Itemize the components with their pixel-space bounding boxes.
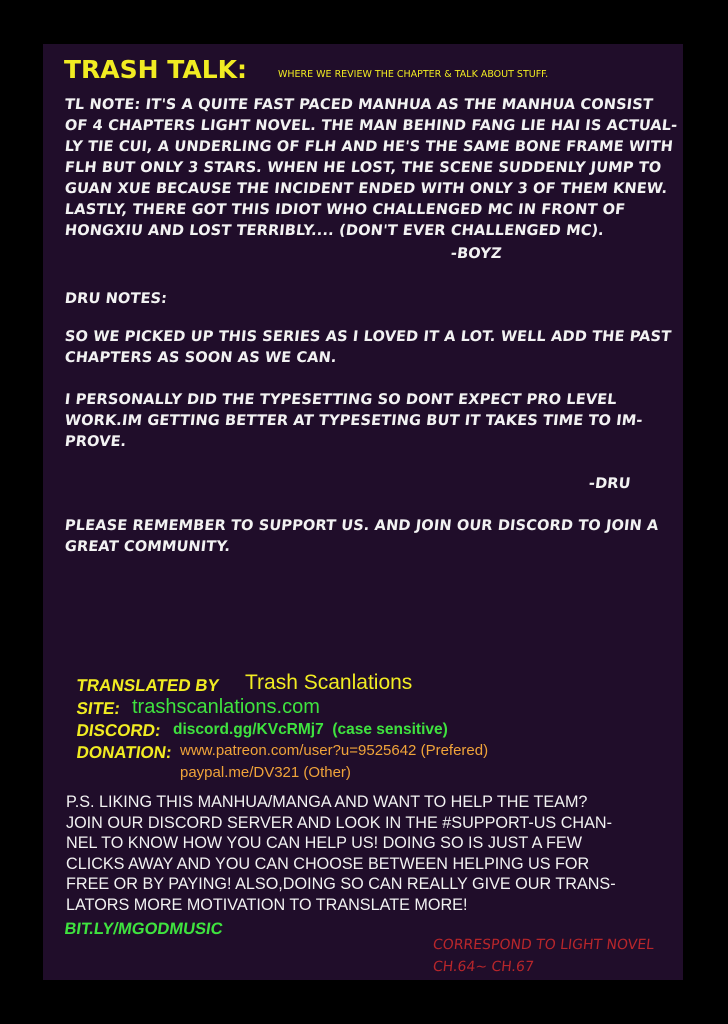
closing-line: PLEASE REMEMBER TO SUPPORT US. AND JOIN OUR DISCORD TO JOIN A [64, 517, 660, 534]
discord-link[interactable]: discord.gg/KVcRMj7 (case sensitive) [173, 721, 448, 738]
tl-note-line: GUAN XUE BECAUSE THE INCIDENT ENDED WITH ONLY 3 OF THEM KNEW. [64, 180, 669, 197]
ps-line: NEL TO KNOW HOW YOU CAN HELP US! DOING SO IS JUST A FEW [66, 834, 582, 852]
boyz-signature: -BOYZ [450, 245, 503, 262]
dru-paragraph-line: PROVE. [64, 433, 128, 450]
dru-paragraph-line: SO WE PICKED UP THIS SERIES AS I LOVED IT A LOT. WELL ADD THE PAST [64, 328, 673, 345]
dru-paragraph-line: I PERSONALLY DID THE TYPESETTING SO DONT EXPECT PRO LEVEL [64, 391, 618, 408]
tl-note-line: FLH BUT ONLY 3 STARS. WHEN HE LOST, THE SCENE SUDDENLY JUMP TO [64, 159, 663, 176]
donation-label: DONATION: [75, 743, 174, 762]
tl-note-line: HONGXIU AND LOST TERRIBLY.... (DON'T EVER CHALLENGED MC). [64, 222, 605, 239]
site-label: SITE: [75, 699, 122, 718]
dru-paragraph-line: CHAPTERS AS SOON AS WE CAN. [64, 349, 338, 366]
dru-paragraph-line: WORK.IM GETTING BETTER AT TYPESETING BUT IT TAKES TIME TO IM- [64, 412, 644, 429]
ps-line: P.S. LIKING THIS MANHUA/MANGA AND WANT TO HELP THE TEAM? [66, 793, 588, 811]
chapter-range: CH.64~ CH.67 [432, 959, 535, 975]
tl-note-line: TL NOTE: IT'S A QUITE FAST PACED MANHUA AS THE MANHUA CONSIST [64, 96, 654, 113]
page-title: TRASH TALK: [64, 55, 248, 84]
dru-notes-heading: DRU NOTES: [64, 290, 168, 307]
ps-line: JOIN OUR DISCORD SERVER AND LOOK IN THE #SUPPORT-US CHAN- [66, 813, 612, 832]
ps-line: LATORS MORE MOTIVATION TO TRANSLATE MORE! [66, 895, 468, 914]
translated-by-label: TRANSLATED BY [75, 676, 221, 695]
dru-signature: -DRU [588, 475, 632, 492]
translator-name: Trash Scanlations [245, 671, 413, 694]
page-subtitle: WHERE WE REVIEW THE CHAPTER & TALK ABOUT STUFF. [278, 69, 549, 80]
ps-line: FREE OR BY PAYING! ALSO,DOING SO CAN REALLY GIVE OUR TRANS- [66, 875, 616, 893]
patreon-link[interactable]: www.patreon.com/user?u=9525642 (Prefered) [180, 742, 489, 759]
tl-note-line: LY TIE CUI, A UNDERLING OF FLH AND HE'S THE SAME BONE FRAME WITH [64, 138, 674, 155]
music-link[interactable]: BIT.LY/MGODMUSIC [63, 920, 224, 938]
paypal-link[interactable]: paypal.me/DV321 (Other) [180, 764, 351, 781]
discord-label: DISCORD: [75, 721, 163, 740]
tl-note-line: OF 4 CHAPTERS LIGHT NOVEL. THE MAN BEHIND FANG LIE HAI IS ACTUAL- [64, 117, 679, 134]
tl-note-line: LASTLY, THERE GOT THIS IDIOT WHO CHALLENGED MC IN FRONT OF [64, 201, 627, 218]
correspond-line: CORRESPOND TO LIGHT NOVEL [432, 937, 655, 953]
ps-line: CLICKS AWAY AND YOU CAN CHOOSE BETWEEN HELPING US FOR [66, 854, 590, 873]
site-link[interactable]: trashscanlations.com [132, 696, 320, 718]
closing-line: GREAT COMMUNITY. [64, 538, 232, 555]
